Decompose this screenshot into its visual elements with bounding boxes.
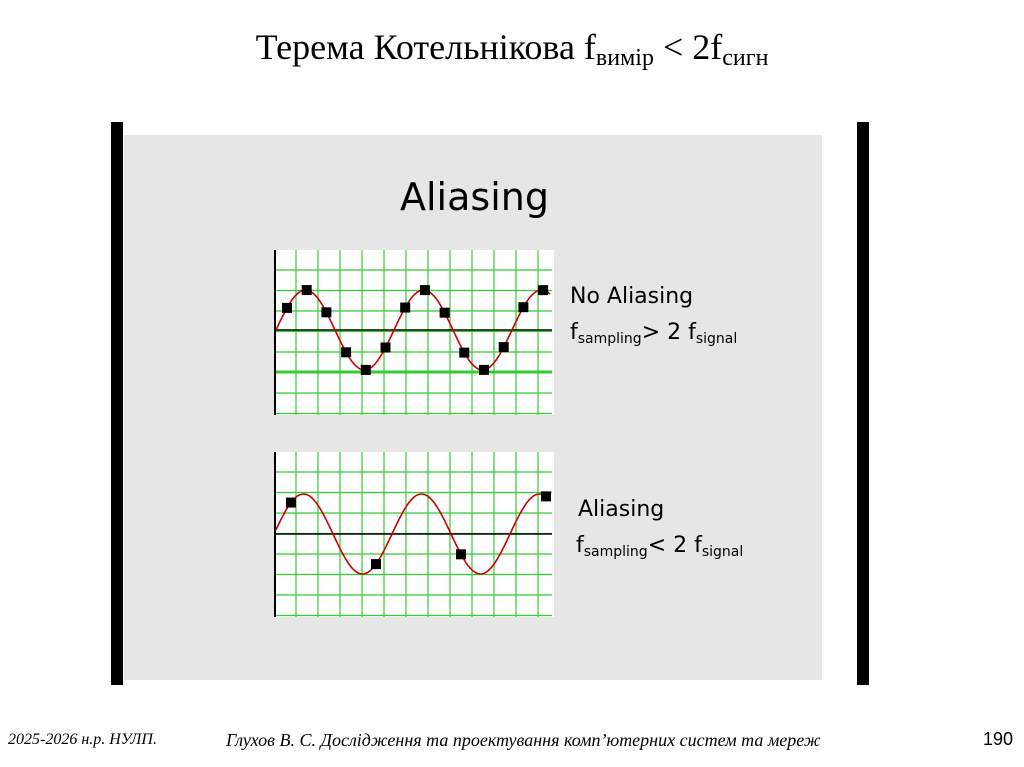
figure-heading: Aliasing — [400, 175, 549, 219]
aliasing-plot — [274, 452, 554, 617]
sample-point — [479, 365, 489, 375]
sample-point — [341, 347, 351, 357]
sample-point — [282, 303, 292, 313]
slide-title: Терема Котельнікова $f_{вимір} < 2f_{сигн}$ — [255, 27, 769, 71]
sample-point — [459, 348, 469, 358]
no-aliasing-plot — [274, 250, 554, 415]
sample-point — [518, 302, 528, 312]
no-aliasing-condition: $f_{sampling}> 2$ $f_{signal}$ — [570, 320, 738, 347]
sample-point — [321, 307, 331, 317]
no-aliasing-label: No Aliasing — [570, 284, 694, 309]
sample-point — [371, 559, 381, 569]
sample-point — [381, 342, 391, 352]
sample-point — [538, 285, 548, 295]
aliasing-label: Aliasing — [578, 497, 665, 522]
sample-point — [400, 303, 410, 313]
aliasing-condition: $f_{sampling}< 2$ $f_{signal}$ — [576, 533, 744, 560]
page-number: 190 — [983, 729, 1014, 749]
footer-author: Глухов В. С. Дослідження та проектування комп’ютерних систем та мереж — [226, 730, 821, 750]
sample-point — [541, 491, 551, 501]
plot-background — [274, 250, 554, 415]
sample-point — [286, 498, 296, 508]
sample-point — [499, 342, 509, 352]
sample-point — [440, 308, 450, 318]
footer-year: 2025-2026 н.р. НУЛП. — [8, 731, 157, 748]
left-border-bar — [111, 122, 123, 685]
sample-point — [302, 285, 312, 295]
right-border-bar — [857, 122, 869, 685]
sample-point — [420, 285, 430, 295]
sample-point — [456, 549, 466, 559]
sample-point — [361, 365, 371, 375]
